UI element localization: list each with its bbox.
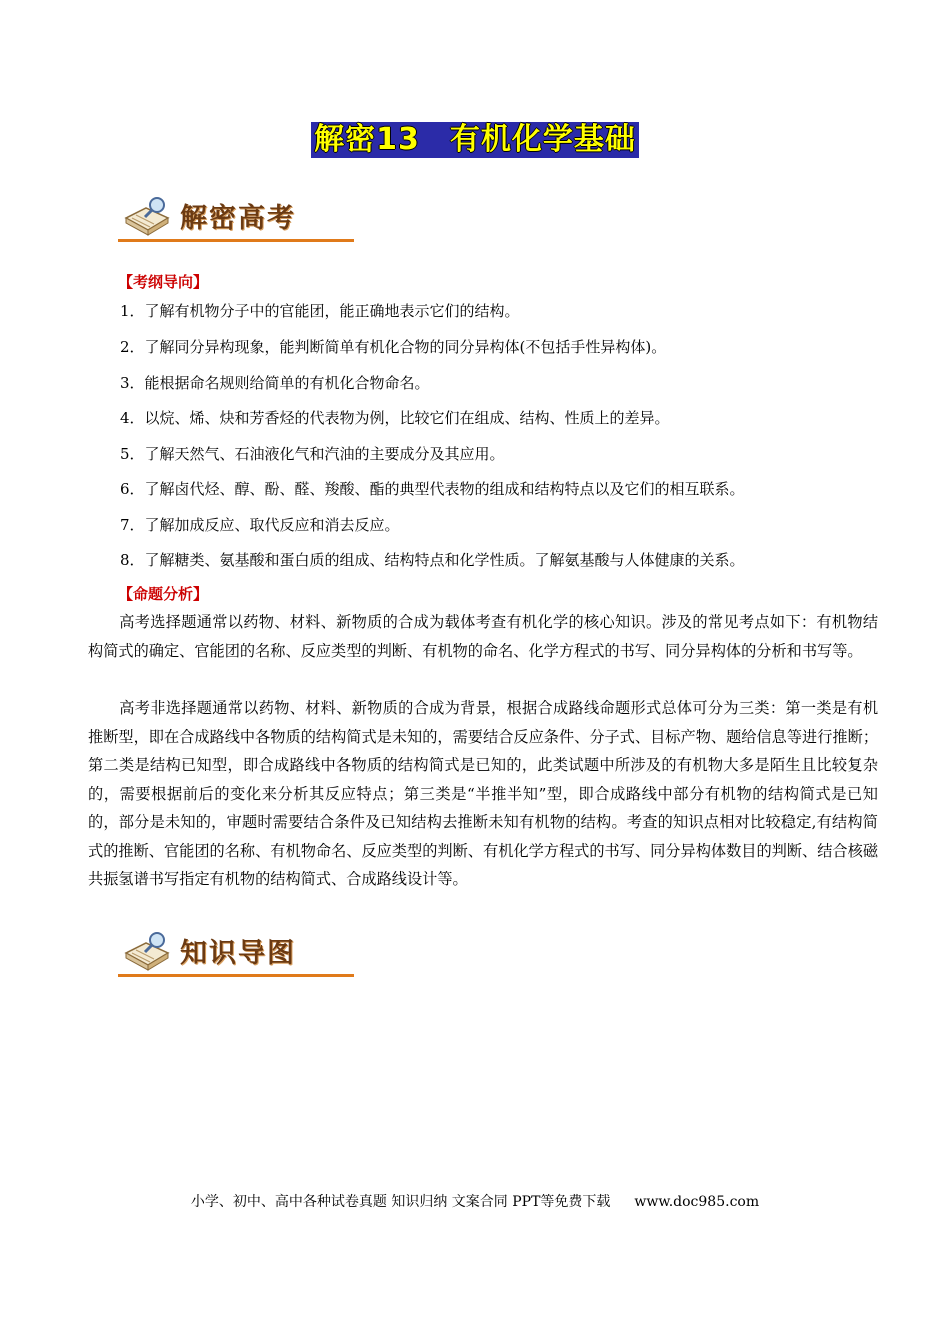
footer-text: 小学、初中、高中各种试卷真题 知识归纳 文案合同 PPT等免费下载 <box>190 1194 611 1210</box>
section-label-exam: 解密高考 <box>180 203 296 234</box>
outline-item-7: 7．了解加成反应、取代反应和消去反应。 <box>120 516 400 534</box>
footer-url[interactable]: www.doc985.com <box>634 1194 760 1210</box>
title-part2: 有机化学基础 <box>449 122 636 157</box>
page-title-wrap <box>0 122 950 158</box>
outline-item-4: 4．以烷、烯、炔和芳香烃的代表物为例，比较它们在组成、结构、性质上的差异。 <box>120 409 670 427</box>
analysis-tag: 【命题分析】 <box>118 585 209 603</box>
outline-item-3: 3．能根据命名规则给简单的有机化合物命名。 <box>120 374 430 392</box>
section-banner-map <box>118 925 358 985</box>
section-label-map: 知识导图 <box>180 938 296 969</box>
page-title <box>311 122 639 158</box>
outline-item-1: 1．了解有机物分子中的官能团，能正确地表示它们的结构。 <box>120 302 520 320</box>
outline-item-8: 8．了解糖类、氨基酸和蛋白质的组成、结构特点和化学性质。了解氨基酸与人体健康的关系。 <box>120 551 745 569</box>
analysis-paragraph-2: 高考非选择题通常以药物、材料、新物质的合成为背景，根据合成路线命题形式总体可分为三类：第一类是有机推断型，即在合成路线中各物质的结构简式是未知的，需要结合反应条件、分子式、目标产物、题给信息等进行推断；第二类是结构已知型，即合成路线中各物质的结构简式是已知的，此类试题中所涉及的有机物大多是陌生且比较复杂的，需要根据前后的变化来分析其反应特点；第三类是“半推半知”型，即合成路线中部分有机物的结构简式是已知的，部分是未知的，审题时需要结合条件及已知结构去推断未知有机物的结构。考查的知识点相对比较稳定,有结构简式的推断、官能团的名称、有机物命名、反应类型的判断、有机化学方程式的书写、同分异构体数目的判断、结合核磁共振氢谱书写指定有机物的结构简式、合成路线设计等。 <box>88 699 878 888</box>
section-underline <box>118 974 354 977</box>
notebook-magnifier-icon <box>122 196 172 240</box>
outline-item-5: 5．了解天然气、石油液化气和汽油的主要成分及其应用。 <box>120 445 505 463</box>
notebook-magnifier-icon <box>122 931 172 975</box>
analysis-paragraph-1: 高考选择题通常以药物、材料、新物质的合成为载体考查有机化学的核心知识。涉及的常见考点如下：有机物结构简式的确定、官能团的名称、反应类型的判断、有机物的命名、化学方程式的书写、同分异构体的分析和书写等。 <box>88 613 878 660</box>
outline-tag: 【考纲导向】 <box>118 273 209 291</box>
outline-item-6: 6．了解卤代烃、醇、酚、醛、羧酸、酯的典型代表物的组成和结构特点以及它们的相互联系。 <box>120 480 745 498</box>
outline-item-2: 2．了解同分异构现象，能判断简单有机化合物的同分异构体(不包括手性异构体)。 <box>120 338 667 356</box>
footer <box>0 1191 950 1211</box>
section-banner-exam <box>118 190 358 250</box>
title-part1: 解密13 <box>314 122 420 157</box>
section-underline <box>118 239 354 242</box>
